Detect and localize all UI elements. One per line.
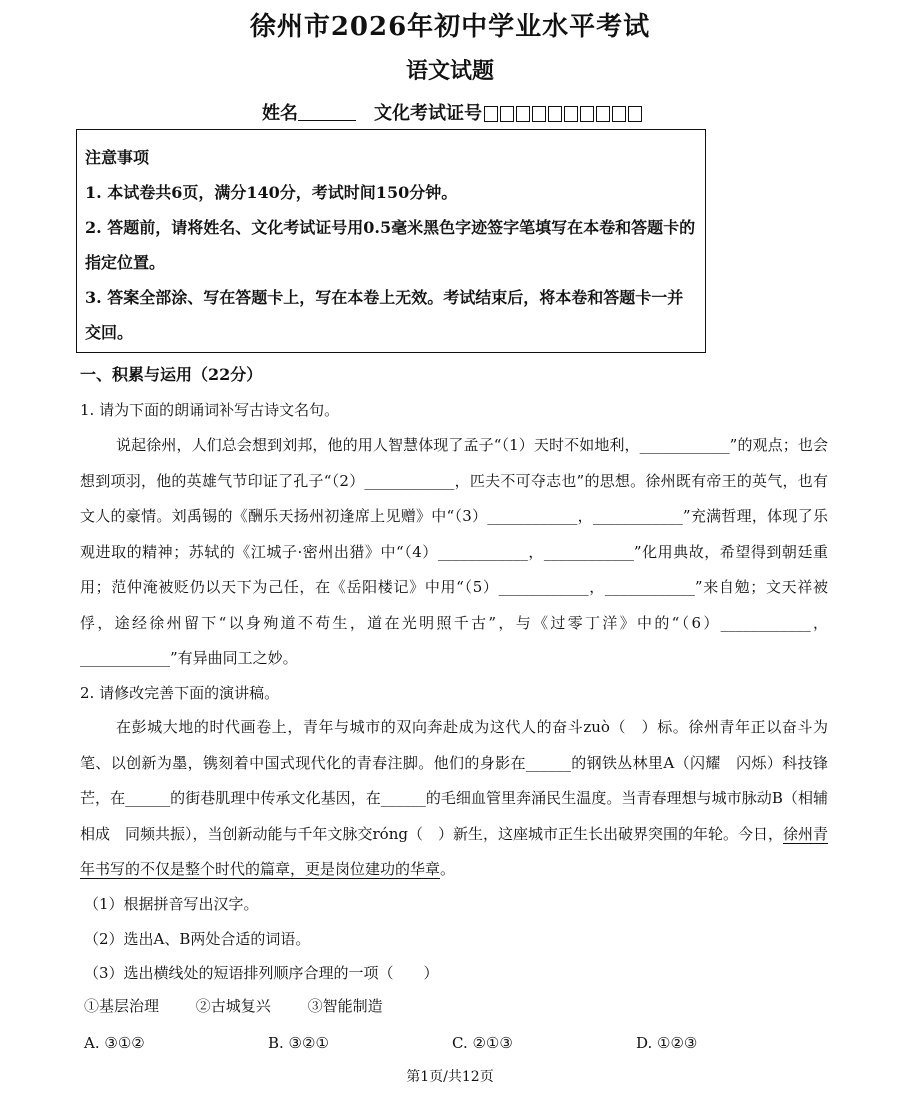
phrase-1: ①基层治理 — [84, 997, 160, 1015]
notice-heading: 注意事项 — [85, 148, 150, 167]
notice-item-1: 1. 本试卷共6页，满分140分，考试时间150分钟。 — [85, 183, 458, 202]
notice-box — [76, 129, 706, 353]
question-1-passage: 说起徐州，人们总会想到刘邦，他的用人智慧体现了孟子“（1）天时不如地利，____________”的观点；也会想到项羽，他的英雄气节印证了孔子“（2）____________，匹夫不可夺志也”的思想。徐州既有帝王的英气，也有文人的豪情。刘禹锡的《酬乐天扬州初逢席上见赠》中“（3）____________，____________”充满哲理，体现了乐观进取的精神；苏轼的《江城子·密州出猎》中“（4）____________，____________”化用典故，希望得到朝廷重用；范仲淹被贬仍以天下为己任，在《岳阳楼记》中用“（5）____________，____________”来自勉；文天祥被俘，途经徐州留下“以身殉道不苟生，道在光明照千古”，与《过零丁洋》中的“（6）____________，____________”有异曲同工之妙。 — [80, 436, 828, 667]
choice-a: A. ③①② — [84, 1034, 145, 1052]
id-number-boxes — [484, 106, 644, 127]
sub-question-1: （1）根据拼音写出汉字。 — [84, 895, 259, 913]
exam-subtitle: 语文试题 — [405, 58, 494, 84]
notice-item-3: 3. 答案全部涂、写在答题卡上，写在本卷上无效。考试结束后，将本卷和答题卡一并交回。 — [85, 288, 684, 342]
choice-b: B. ③②① — [268, 1034, 329, 1052]
sub-question-2: （2）选出A、B两处合适的词语。 — [84, 930, 311, 948]
notice-item-2: 2. 答题前，请将姓名、文化考试证号用0.5毫米黑色字迹签字笔填写在本卷和答题卡的指定位置。 — [85, 218, 696, 272]
phrase-2: ②古城复兴 — [195, 997, 271, 1015]
phrase-options — [84, 995, 415, 1016]
underlined-sentence: 徐州青年书写的不仅是整个时代的篇章，更是岗位建功的华章 — [80, 824, 828, 878]
name-label: 姓名 — [262, 103, 298, 124]
id-label: 文化考试证号 — [374, 103, 482, 124]
phrase-3: ③智能制造 — [307, 997, 383, 1015]
page-number: 第1页/共12页 — [406, 1069, 494, 1085]
exam-title: 徐州市2026年初中学业水平考试 — [249, 12, 651, 42]
name-blank — [298, 102, 356, 121]
candidate-info-line — [262, 99, 644, 127]
choice-d: D. ①②③ — [636, 1034, 698, 1052]
question-2-passage — [80, 710, 828, 888]
passage-main: 在彭城大地的时代画卷上，青年与城市的双向奔赴成为这代人的奋斗zuò（ ）标。徐州青年正以奋斗为笔、以创新为墨，镌刻着中国式现代化的青春注脚。他们的身影在______的钢铁丛林里A（闪耀 闪烁）科技锋芒，在______的街巷肌理中传承文化基因，在______的毛细血管里奔涌民生温度。当青春理想与城市脉动B（相辅相成 同频共振），当创新动能与千年文脉交róng（ ）新生，这座城市正生长出破界突围的年轮。今日， — [80, 718, 828, 843]
sub-question-3: （3）选出横线处的短语排列顺序合理的一项（ ） — [84, 964, 439, 982]
section-heading: 一、积累与运用（22分） — [80, 365, 263, 384]
question-1-prompt: 1. 请为下面的朗诵词补写古诗文名句。 — [80, 401, 340, 419]
question-2-prompt: 2. 请修改完善下面的演讲稿。 — [80, 684, 280, 702]
passage-end: 。 — [440, 860, 456, 878]
choice-c: C. ②①③ — [452, 1034, 513, 1052]
